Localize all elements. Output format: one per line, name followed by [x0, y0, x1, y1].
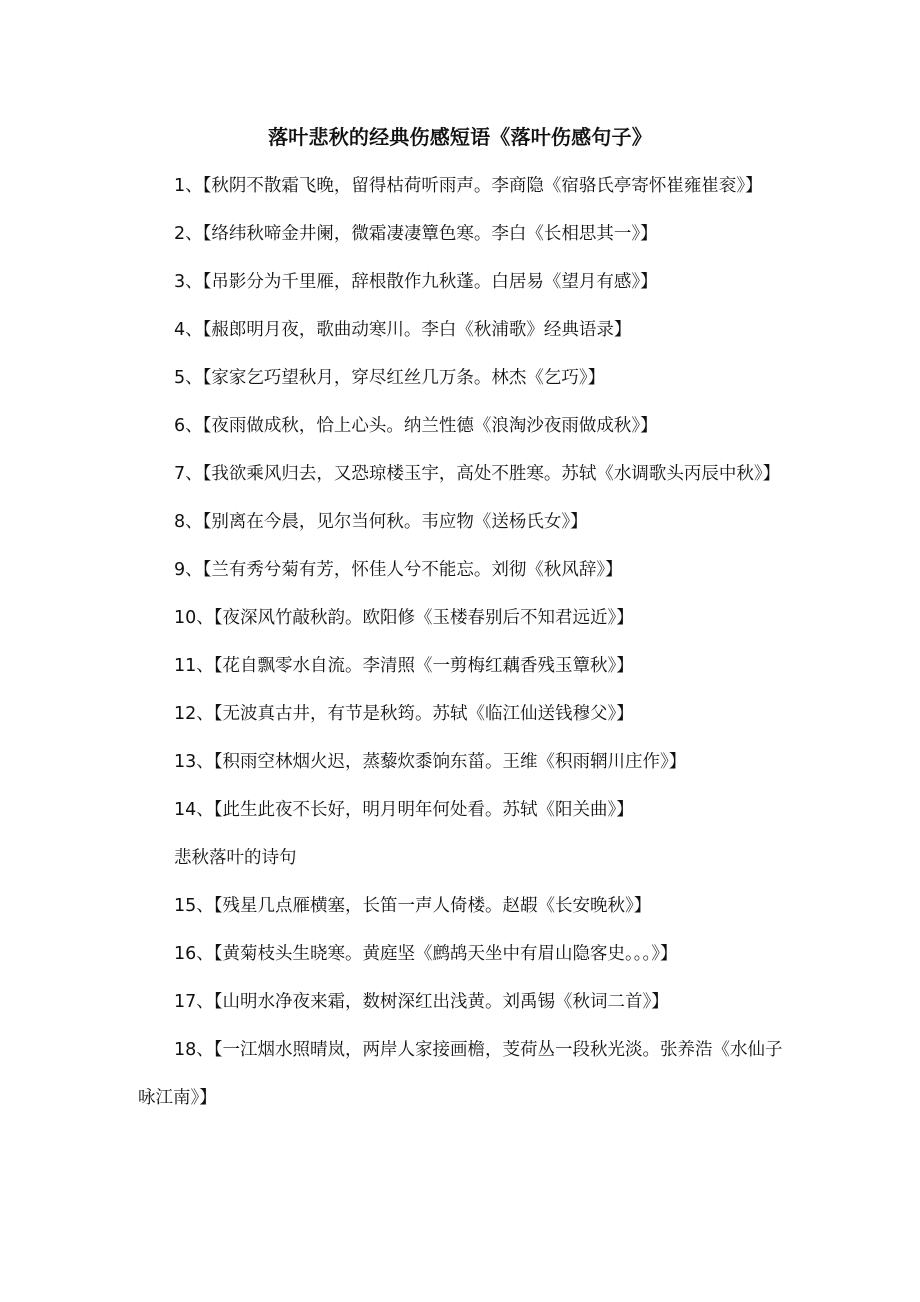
- quote-line-10: 10、【夜深风竹敲秋韵。欧阳修《玉楼春别后不知君远近》】: [174, 608, 634, 628]
- quote-line-16: 16、【黄菊枝头生晓寒。黄庭坚《鹧鸪天坐中有眉山隐客史。。。》】: [174, 944, 678, 964]
- quote-line-2: 2、【络纬秋啼金井阑，微霜凄凄簟色寒。李白《长相思其一》】: [174, 224, 658, 244]
- quote-line-3: 3、【吊影分为千里雁，辞根散作九秋蓬。白居易《望月有感》】: [174, 272, 658, 292]
- quote-line-8: 8、【别离在今晨，见尔当何秋。韦应物《送杨氏女》】: [174, 512, 588, 532]
- quote-line-7: 7、【我欲乘风归去，又恐琼楼玉宇，高处不胜寒。苏轼《水调歌头丙辰中秋》】: [174, 464, 781, 484]
- quote-line-9: 9、【兰有秀兮菊有芳，怀佳人兮不能忘。刘彻《秋风辞》】: [174, 560, 623, 580]
- quote-line-14: 14、【此生此夜不长好，明月明年何处看。苏轼《阳关曲》】: [174, 800, 634, 820]
- quote-line-13: 13、【积雨空林烟火迟，蒸藜炊黍饷东菑。王维《积雨辋川庄作》】: [174, 752, 687, 772]
- document-title: 落叶悲秋的经典伤感短语《落叶伤感句子》: [268, 125, 652, 149]
- quote-line-17: 17、【山明水净夜来霜，数树深红出浅黄。刘禹锡《秋词二首》】: [174, 992, 669, 1012]
- quote-line-18: 18、【一江烟水照晴岚，两岸人家接画檐，芰荷丛一段秋光淡。张养浩《水仙子咏江南》】: [138, 1040, 783, 1108]
- quote-line-5: 5、【家家乞巧望秋月，穿尽红丝几万条。林杰《乞巧》】: [174, 368, 606, 388]
- quote-line-4: 4、【赧郎明月夜，歌曲动寒川。李白《秋浦歌》经典语录】: [174, 320, 632, 340]
- quote-line-11: 11、【花自飘零水自流。李清照《一剪梅红藕香残玉簟秋》】: [174, 656, 634, 676]
- document-body: [138, 170, 798, 1130]
- quote-line-1: 1、【秋阴不散霜飞晚，留得枯荷听雨声。李商隐《宿骆氏亭寄怀崔雍崔衮》】: [174, 176, 763, 196]
- quote-line-15: 15、【残星几点雁横塞，长笛一声人倚楼。赵嘏《长安晚秋》】: [174, 896, 652, 916]
- section-heading: 悲秋落叶的诗句: [174, 848, 297, 868]
- quote-line-6: 6、【夜雨做成秋，恰上心头。纳兰性德《浪淘沙夜雨做成秋》】: [174, 416, 658, 436]
- quote-line-12: 12、【无波真古井，有节是秋筠。苏轼《临江仙送钱穆父》】: [174, 704, 634, 724]
